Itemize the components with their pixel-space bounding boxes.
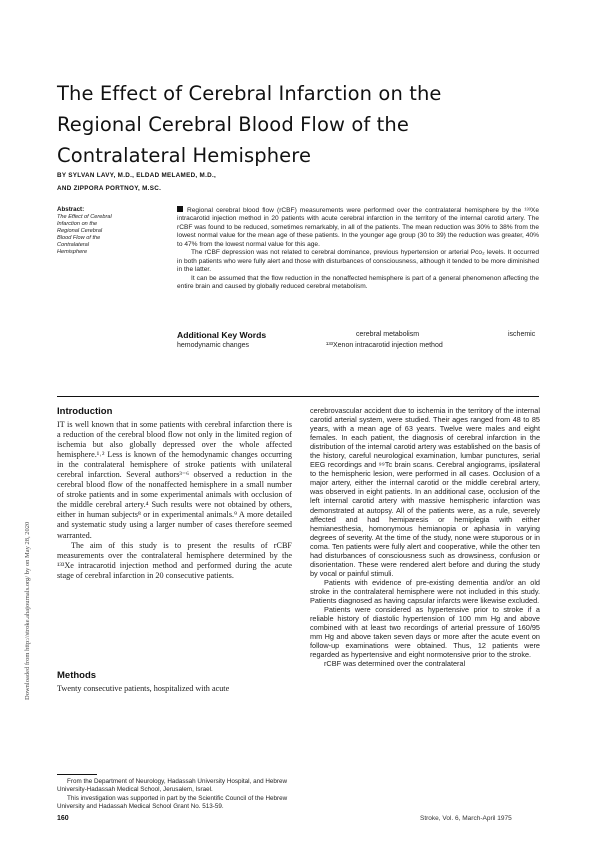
methods-paragraph-2: Patients with evidence of pre-existing dementia and/or an old stroke in the contralateral hemisphere were not included in this study. Patients diagnosed as having capsular infarcts were likewise excluded. [310, 577, 540, 605]
keyword-item: hemodynamic changes [177, 342, 249, 349]
methods-body [310, 406, 540, 668]
title-line-1: The Effect of Cerebral Infarction on the [57, 82, 442, 105]
author-line-2: AND ZIPPORA PORTNOY, M.SC. [57, 185, 162, 192]
section-divider [57, 396, 539, 397]
page-number: 160 [57, 815, 69, 822]
abstract-paragraph-3: It can be assumed that the flow reduction in the nonaffected hemisphere is part of a general phenomenon affecting the entire brain and caused by globally reduced cerebral metabolism. [177, 274, 539, 291]
title-line-2: Regional Cerebral Blood Flow of the [57, 113, 409, 136]
key-words-heading: Additional Key Words [177, 330, 267, 340]
square-bullet-icon [177, 206, 183, 212]
methods-first-line: Twenty consecutive patients, hospitalized with acute [57, 684, 230, 693]
methods-paragraph-1: cerebrovascular accident due to ischemia in the territory of the internal carotid arterial system, were studied. Their ages ranged from 48 to 85 years, with a mean age of 63 years. Twelve were males and eight females. In each patient, the diagnosis of cerebral infarction in the distribution of the internal carotid artery was established on the basis of the history, careful neurological examination, lumbar punctures, serial EEG recordings and ⁹⁹Tc brain scans. Cerebral angiograms, ipsilateral to the hemispheric lesion, were performed in all cases. Occlusion of a major artery, either the internal carotid or the middle cerebral artery, was observed in eight patients. In an additional case, occlusion of the left internal carotid artery with massive hemispheric infarction was demonstrated at autopsy. All of the patients were, as a rule, severely affected and had hemiparesis or hemiplegia with either hemianesthesia, homonymous hemianopia or aphasia in varying degrees of severity. At the time of the study, none were stuporous or in coma. Ten patients were fully alert and cooperative, while the other ten had disturbances of consciousness such as drowsiness, confusion or disorientation. These were rendered alert before and during the study by vocal or painful stimuli. [310, 406, 540, 578]
methods-paragraph-3: Patients were considered as hypertensive prior to stroke if a reliable history of diastolic hypertension of 100 mm Hg and above combined with at least two recordings of arterial pressure of 160/95 mm Hg and above taken seven days or more after the acute event on follow-up examinations were obtained. Thus, 12 patients were regarded as hypertensive and eight normotensive prior to the stroke. [310, 605, 540, 660]
abstract-label: Abstract: [57, 206, 85, 213]
introduction-body [57, 420, 292, 581]
footnote-rule [57, 774, 97, 775]
methods-heading: Methods [57, 670, 97, 681]
keyword-item: cerebral metabolism [356, 331, 420, 338]
title-line-3: Contralateral Hemisphere [57, 144, 312, 167]
intro-paragraph-2: The aim of this study is to present the results of rCBF measurements over the contralateral hemisphere determined by the ¹³³Xe intracarotid injection method and performed during the acute stage of cerebral infarction in 20 consecutive patients. [57, 540, 292, 580]
author-list [57, 169, 357, 195]
abstract-paragraph-1: Regional cerebral blood flow (rCBF) measurements were performed over the contralateral hemisphere by the ¹³³Xe intracarotid injection method in 20 patients with acute cerebral infarction in the territory of the internal carotid artery. The rCBF was found to be reduced, sometimes remarkably, in all of the patients. The mean reduction was 30% to 38% from the lowest normal value for the mean age of these patients. In the younger age group (30 to 39) the reduction was greater, 40% to 47% from the lowest normal value for this age. [177, 207, 539, 248]
author-line-1: BY SYLVAN LAVY, M.D., ELDAD MELAMED, M.D., [57, 172, 217, 179]
article-title [57, 78, 527, 171]
intro-paragraph-1: IT is well known that in some patients with cerebral infarction there is a reduction of the cerebral blood flow not only in the limited region of ischemia but also globally depressed over the whole affected hemisphere.¹˒² Less is known of the hemodynamic changes occurring in the contralateral hemisphere of stroke patients with unilateral cerebral infarction. Several authors³⁻⁶ observed a reduction in the cerebral blood flow of the nonaffected hemisphere in a small number of stroke patients and in some experimental animals with occlusion of the middle cerebral artery.⁴ Such results were not obtained by others, either in human subjects⁸ or in experimental animals.⁹ A more detailed and systematic study using a larger number of cases therefore seemed warranted. [57, 420, 292, 540]
abstract-sidebar-title: The Effect of Cerebral Infarction on the Regional Cerebral Blood Flow of the Contralateral Hemisphere [57, 214, 112, 256]
footnote-funding: This investigation was supported in part by the Scientific Council of the Hebrew University and Hadassah Medical School Grant No. 513-59. [57, 794, 288, 810]
footnote-affiliation: From the Department of Neurology, Hadassah University Hospital, and Hebrew University-Hadassah Medical School, Jerusalem, Israel. [57, 778, 288, 794]
journal-citation: Stroke, Vol. 6, March-April 1975 [420, 815, 512, 822]
methods-paragraph-4: rCBF was determined over the contralateral [324, 659, 466, 669]
download-stamp: Downloaded from http://stroke.ahajournals.org/ by on May 28, 2020 [24, 521, 31, 700]
keyword-item: ischemic [508, 331, 536, 338]
abstract-paragraph-2: The rCBF depression was not related to cerebral dominance, previous hypertension or arterial Pco₂ levels. It occurred in both patients who were fully alert and those with disturbances of consciousness, although it tended to be more diminished in the latter. [177, 249, 539, 274]
footnotes [57, 778, 292, 811]
introduction-heading: Introduction [57, 406, 113, 417]
keyword-item: ¹³³Xenon intracarotid injection method [326, 342, 443, 349]
abstract [177, 206, 539, 292]
